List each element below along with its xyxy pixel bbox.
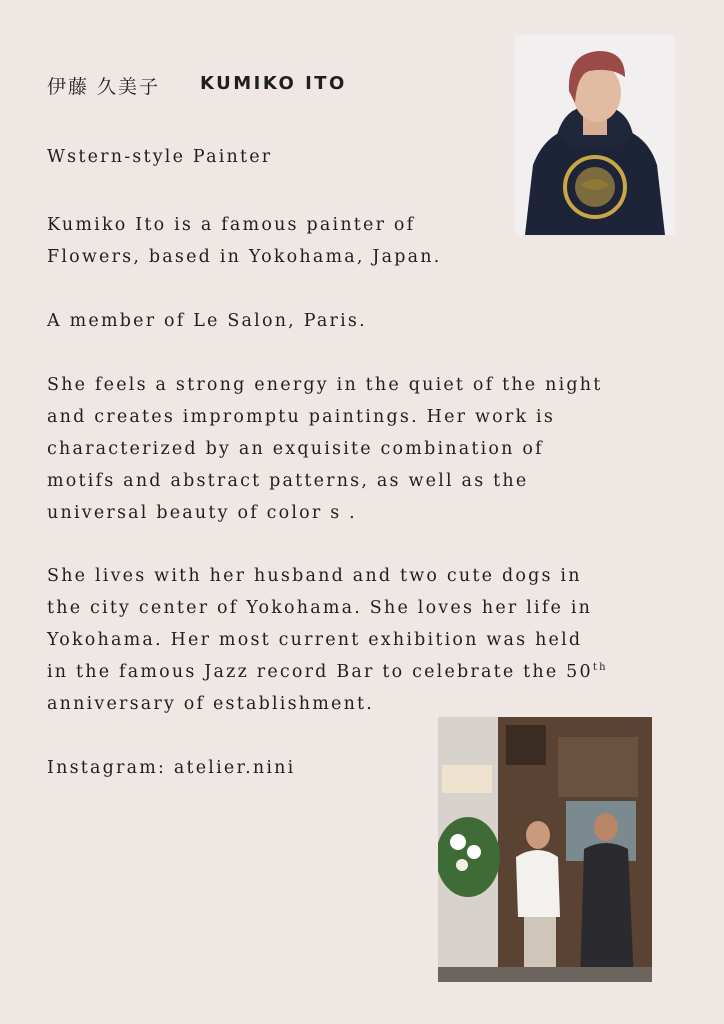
bio-style-line: motifs and abstract patterns, as well as the (47, 471, 529, 491)
bio-style-line: and creates impromptu paintings. Her work is (47, 407, 555, 427)
artist-role: Wstern-style Painter (47, 147, 273, 167)
bio-life-line-text: in the famous Jazz record Bar to celebrate the 50 (47, 662, 593, 682)
bio-life-line (47, 656, 608, 688)
bio-style-line: She feels a strong energy in the quiet of the night (47, 375, 603, 395)
bio-life-line: Yokohama. Her most current exhibition was held (47, 630, 583, 650)
bio-style-line: universal beauty of color s . (47, 503, 357, 523)
instagram-handle: Instagram: atelier.nini (47, 758, 296, 778)
bio-style (47, 369, 603, 529)
artist-name-english: KUMIKO ITO (200, 73, 347, 94)
bio-intro-line: Kumiko Ito is a famous painter of (47, 215, 416, 235)
bio-intro (47, 209, 442, 273)
bio-style-line: characterized by an exquisite combination of (47, 439, 544, 459)
bio-membership: A member of Le Salon, Paris. (47, 311, 367, 331)
bio-life (47, 560, 608, 720)
bio-life-line: the city center of Yokohama. She loves her life in (47, 598, 593, 618)
portrait-photo (515, 35, 675, 235)
artist-name-japanese: 伊藤 久美子 (47, 76, 161, 98)
exhibition-illustration (438, 717, 652, 982)
exhibition-photo (438, 717, 652, 982)
portrait-illustration (515, 35, 675, 235)
ordinal-suffix: th (592, 662, 608, 674)
bio-life-line: She lives with her husband and two cute dogs in (47, 566, 582, 586)
bio-life-line: anniversary of establishment. (47, 694, 375, 714)
bio-intro-line: Flowers, based in Yokohama, Japan. (47, 247, 442, 267)
